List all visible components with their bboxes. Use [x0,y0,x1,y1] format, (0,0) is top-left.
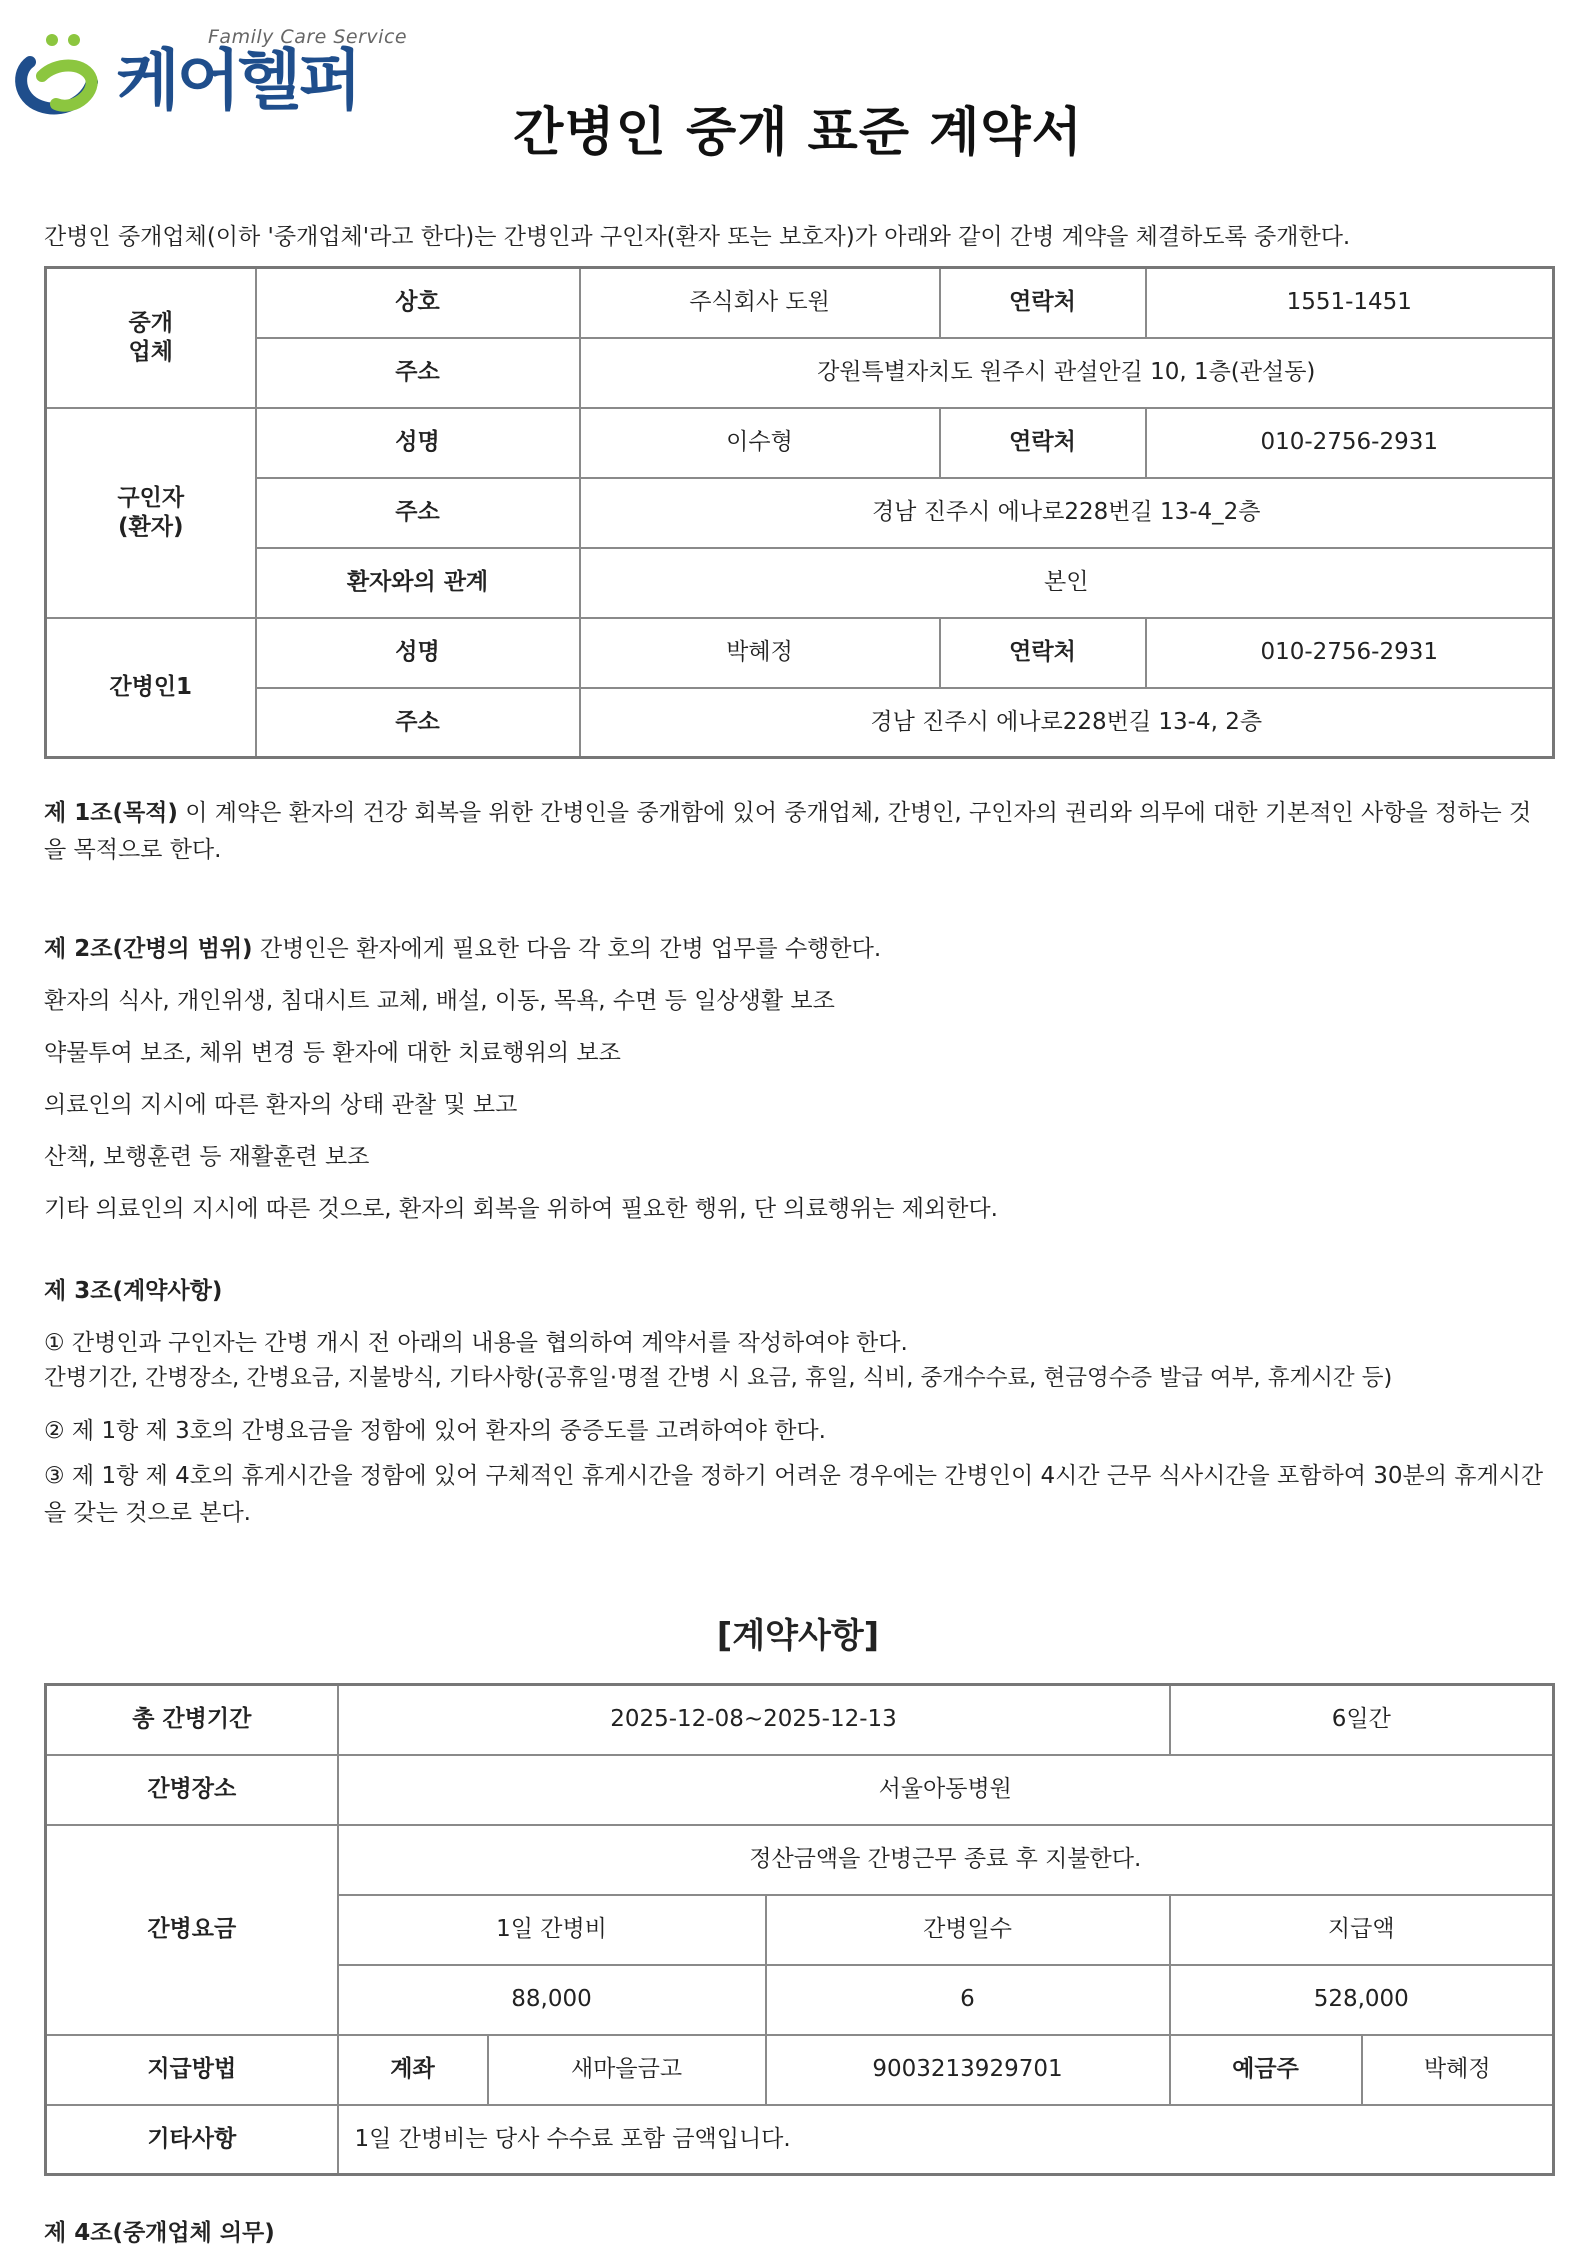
agency-name: 주식회사 도원 [580,268,940,338]
place-value: 서울아동병원 [338,1755,1554,1825]
article-3-clause-3: ③ 제 1항 제 4호의 휴게시간을 정함에 있어 구체적인 휴게시간을 정하기 어려운 경우에는 간병인이 4시간 근무 식사시간을 포함하여 30분의 휴게시간을 갖는 것으로 본다. [44,1463,1544,1526]
amount-label: 지급액 [1170,1895,1554,1965]
bank-name: 새마을금고 [488,2035,766,2105]
contract-section-title: [계약사항] [716,1616,880,1656]
article-1 [44,795,1552,869]
period-label: 총 간병기간 [46,1685,338,1755]
client-contact: 010-2756-2931 [1146,408,1554,478]
caregiver-address: 경남 진주시 에나로228번길 13-4, 2층 [580,688,1554,758]
agency-contact: 1551-1451 [1146,268,1554,338]
holder-name: 박혜정 [1362,2035,1554,2105]
logo-tagline: Family Care Service [208,26,408,48]
days-label: 간병일수 [766,1895,1170,1965]
client-relation: 본인 [580,548,1554,618]
article-4-heading [44,2214,275,2247]
article-2-item: 산책, 보행훈련 등 재활훈련 보조 [44,1144,370,1170]
article-2-heading: 제 2조(간병의 범위) [44,936,253,962]
period-value: 2025-12-08~2025-12-13 [338,1685,1170,1755]
article-2-item: 의료인의 지시에 따른 환자의 상태 관찰 및 보고 [44,1092,518,1118]
client-name: 이수형 [580,408,940,478]
article-2-text: 간병인은 환자에게 필요한 다음 각 호의 간병 업무를 수행한다. [252,936,882,962]
daily-fee-value: 88,000 [338,1965,766,2035]
article-3-clause-1-detail: 간병기간, 간병장소, 간병요금, 지불방식, 기타사항(공휴일·명절 간병 시 요금, 휴일, 식비, 중개수수료, 현금영수증 발급 여부, 휴게시간 등) [44,1365,1393,1391]
document-title: 간병인 중개 표준 계약서 [513,103,1083,163]
daily-fee-label: 1일 간병비 [338,1895,766,1965]
client-address: 경남 진주시 에나로228번길 13-4_2층 [580,478,1554,548]
agency-address: 강원특별자치도 원주시 관설안길 10, 1층(관설동) [580,338,1554,408]
place-label: 간병장소 [46,1755,338,1825]
article-3-clause-2: ② 제 1항 제 3호의 간병요금을 정함에 있어 환자의 중증도를 고려하여야 한다. [44,1418,826,1444]
client-name-label: 성명 [256,408,580,478]
client-group-label: 구인자 (환자) [46,408,256,618]
article-3-heading [44,1272,222,1305]
logo-brand-text: 케어헬퍼 [116,42,360,119]
article-2 [44,930,881,963]
agency-group-label: 중개 업체 [46,268,256,408]
article-1-text: 이 계약은 환자의 건강 회복을 위한 간병인을 중개함에 있어 중개업체, 간병인, 구인자의 권리와 의무에 대한 기본적인 사항을 정하는 것을 목적으로 한다. [44,800,1532,863]
article-3-heading-text: 제 3조(계약사항) [44,1278,223,1304]
etc-value: 1일 간병비는 당사 수수료 포함 금액입니다. [338,2105,1554,2175]
amount-value: 528,000 [1170,1965,1554,2035]
caregiver-address-label: 주소 [256,688,580,758]
etc-label: 기타사항 [46,2105,338,2175]
article-3-clause-1: ① 간병인과 구인자는 간병 개시 전 아래의 내용을 협의하여 계약서를 작성하여야 한다. [44,1330,908,1356]
agency-contact-label: 연락처 [940,268,1146,338]
parties-table [44,266,1555,759]
agency-name-label: 상호 [256,268,580,338]
account-number: 9003213929701 [766,2035,1170,2105]
payment-label: 지급방법 [46,2035,338,2105]
intro-paragraph: 간병인 중개업체(이하 '중개업체'라고 한다)는 간병인과 구인자(환자 또는 보호자)가 아래와 같이 간병 계약을 체결하도록 중개한다. [44,224,1351,250]
article-1-heading: 제 1조(목적) [44,800,178,826]
client-contact-label: 연락처 [940,408,1146,478]
client-relation-label: 환자와의 관계 [256,548,580,618]
caregiver-contact-label: 연락처 [940,618,1146,688]
caregiver-name-label: 성명 [256,618,580,688]
client-address-label: 주소 [256,478,580,548]
caregiver-name: 박혜정 [580,618,940,688]
fee-label: 간병요금 [46,1825,338,2035]
holder-label: 예금주 [1170,2035,1362,2105]
contract-table [44,1683,1555,2176]
caregiver-contact: 010-2756-2931 [1146,618,1554,688]
period-days: 6일간 [1170,1685,1554,1755]
article-2-item: 기타 의료인의 지시에 따른 것으로, 환자의 회복을 위하여 필요한 행위, 단 의료행위는 제외한다. [44,1196,998,1222]
agency-address-label: 주소 [256,338,580,408]
article-2-item: 약물투여 보조, 체위 변경 등 환자에 대한 치료행위의 보조 [44,1040,621,1066]
caregiver-group-label: 간병인1 [46,618,256,758]
fee-note: 정산금액을 간병근무 종료 후 지불한다. [338,1825,1554,1895]
article-4-heading-text: 제 4조(중개업체 의무) [44,2220,275,2246]
article-2-item: 환자의 식사, 개인위생, 침대시트 교체, 배설, 이동, 목욕, 수면 등 일상생활 보조 [44,988,835,1014]
days-value: 6 [766,1965,1170,2035]
account-label: 계좌 [338,2035,488,2105]
